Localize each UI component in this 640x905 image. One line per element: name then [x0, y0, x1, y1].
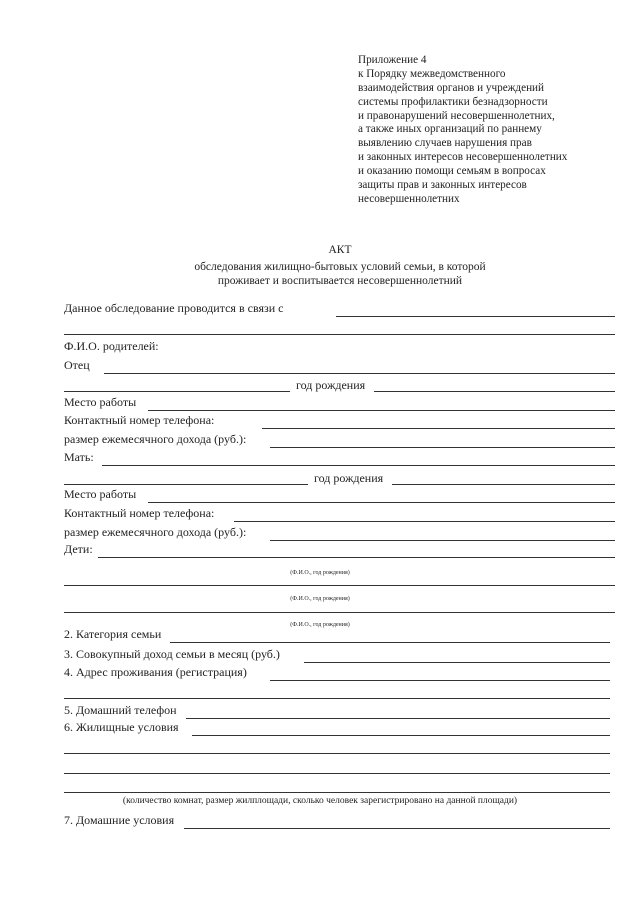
mother-phone-field[interactable] [234, 521, 615, 522]
appendix-line: а также иных организаций по раннему [358, 123, 542, 136]
mother-name-field[interactable] [102, 465, 615, 466]
reason-field[interactable] [336, 316, 615, 317]
family-category-label: 2. Категория семьи [64, 627, 162, 641]
child-1-caption: (Ф.И.О., год рождения) [290, 570, 350, 576]
father-name-field[interactable] [104, 373, 615, 374]
father-work-label: Место работы [64, 395, 137, 409]
appendix-block [358, 54, 628, 207]
housing-field-line-3[interactable] [64, 773, 610, 774]
father-income-field[interactable] [270, 447, 615, 448]
child-3-caption: (Ф.И.О., год рождения) [290, 622, 350, 628]
home-phone-field[interactable] [186, 718, 610, 719]
housing-field-line-4[interactable] [64, 792, 610, 793]
child-2-field[interactable] [64, 585, 615, 586]
family-income-field[interactable] [304, 662, 610, 663]
home-phone-label: 5. Домашний телефон [64, 703, 177, 717]
housing-caption: (количество комнат, размер жилплощади, сколько человек зарегистрировано на данной площади) [122, 796, 518, 806]
home-conditions-field[interactable] [184, 828, 610, 829]
mother-income-label: размер ежемесячного дохода (руб.): [64, 525, 247, 539]
appendix-line: несовершеннолетних [358, 192, 460, 205]
family-income-label: 3. Совокупный доход семьи в месяц (руб.) [64, 647, 280, 661]
appendix-line: и законных интересов несовершеннолетних [358, 151, 568, 164]
appendix-line: взаимодействия органов и учреждений [358, 81, 545, 94]
act-heading: АКТ [328, 244, 352, 256]
father-birth-year-label: год рождения [296, 378, 366, 392]
father-birth-year-field[interactable] [374, 391, 615, 392]
address-field[interactable] [270, 680, 610, 681]
reason-field-continuation[interactable] [64, 334, 615, 335]
appendix-line: системы профилактики безнадзорности [358, 95, 548, 108]
family-category-field[interactable] [170, 642, 610, 643]
mother-birth-year-field[interactable] [392, 484, 615, 485]
home-conditions-label: 7. Домашние условия [64, 813, 175, 827]
appendix-line: к Порядку межведомственного [358, 67, 506, 80]
father-label: Отец [64, 358, 90, 372]
home-phone-row [64, 704, 204, 720]
address-label: 4. Адрес проживания (регистрация) [64, 665, 247, 679]
mother-income-row [64, 526, 284, 542]
appendix-line: и оказанию помощи семьям в вопросах [358, 165, 546, 178]
reason-label: Данное обследование проводится в связи с [64, 301, 284, 315]
children-label: Дети: [64, 542, 93, 556]
father-work-field[interactable] [148, 410, 615, 411]
father-income-label: размер ежемесячного дохода (руб.): [64, 432, 247, 446]
mother-label: Мать: [64, 450, 94, 464]
family-income-row [64, 648, 324, 664]
mother-birth-year-label: год рождения [314, 471, 384, 485]
housing-label: 6. Жилищные условия [64, 720, 179, 734]
address-field-continuation[interactable] [64, 698, 610, 699]
appendix-line: выявлению случаев нарушения прав [358, 137, 532, 150]
father-income-row [64, 433, 284, 449]
child-1-field[interactable] [98, 557, 615, 558]
appendix-line: Приложение 4 [358, 54, 427, 66]
mother-work-field[interactable] [148, 502, 615, 503]
appendix-line: защиты прав и законных интересов [358, 179, 527, 192]
parents-row [64, 340, 264, 356]
act-subtitle-line-1: обследования жилищно-бытовых условий семьи, в которой [194, 261, 486, 273]
child-3-field[interactable] [64, 612, 615, 613]
housing-field[interactable] [192, 735, 610, 736]
mother-name-continuation[interactable] [64, 484, 308, 485]
appendix-line: и правонарушений несовершеннолетних, [358, 109, 555, 122]
address-row [64, 666, 284, 682]
mother-phone-label: Контактный номер телефона: [64, 506, 215, 520]
housing-field-line-2[interactable] [64, 753, 610, 754]
mother-work-label: Место работы [64, 487, 137, 501]
father-phone-row [64, 414, 264, 430]
parents-label: Ф.И.О. родителей: [64, 339, 159, 353]
child-2-caption: (Ф.И.О., год рождения) [290, 596, 350, 602]
mother-income-field[interactable] [270, 540, 615, 541]
father-phone-field[interactable] [262, 428, 615, 429]
act-subtitle-line-2: проживает и воспитывается несовершеннолетний [217, 275, 463, 287]
father-name-continuation[interactable] [64, 391, 290, 392]
father-phone-label: Контактный номер телефона: [64, 413, 215, 427]
